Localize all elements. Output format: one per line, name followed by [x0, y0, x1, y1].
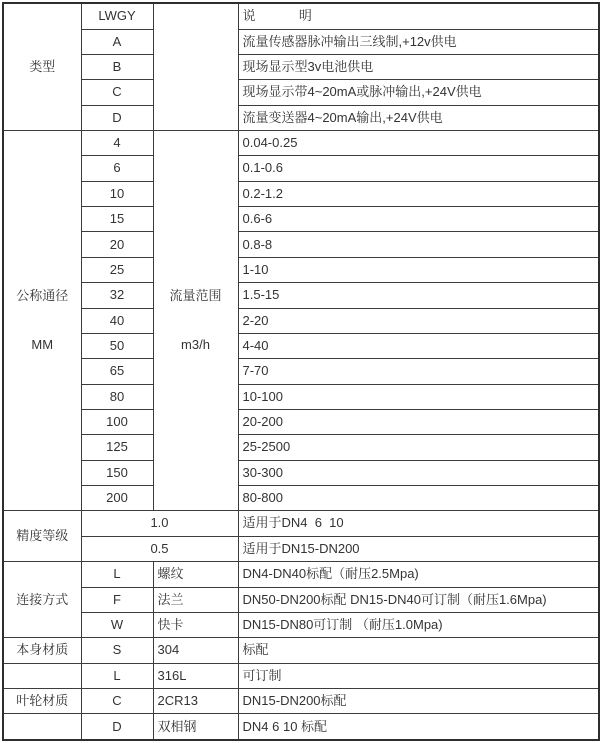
dn-cell: 65	[81, 359, 153, 384]
table-row	[3, 105, 599, 130]
table-row	[3, 587, 599, 612]
diameter-label-line2: MM	[31, 336, 54, 352]
material-name-cell: 316L	[153, 663, 238, 688]
dn-cell: 50	[81, 333, 153, 358]
connection-code-cell: F	[81, 587, 153, 612]
range-cell: 2-20	[238, 308, 599, 333]
range-cell: 4-40	[238, 333, 599, 358]
accuracy-desc-cell: 适用于DN4 6 10	[238, 511, 599, 536]
table-row	[3, 29, 599, 54]
range-cell: 0.6-6	[238, 207, 599, 232]
dn-cell: 150	[81, 460, 153, 485]
type-section-empty-cell	[153, 3, 238, 131]
diameter-section-label	[3, 131, 81, 511]
diameter-label-line1: 公称通径	[16, 288, 69, 304]
dn-cell: 100	[81, 409, 153, 434]
table-row	[3, 486, 599, 511]
range-cell: 0.8-8	[238, 232, 599, 257]
material-name-cell: 2CR13	[153, 688, 238, 713]
accuracy-value-cell: 0.5	[81, 536, 238, 561]
table-row	[3, 714, 599, 740]
material-empty-label	[3, 714, 81, 740]
table-row	[3, 409, 599, 434]
connection-desc-cell: DN4-DN40标配（耐压2.5Mpa)	[238, 562, 599, 587]
type-code-cell: D	[81, 105, 153, 130]
connection-name-cell: 螺纹	[153, 562, 238, 587]
type-section-label: 类型	[3, 3, 81, 131]
flow-range-line1: 流量范围	[169, 288, 222, 304]
table-row	[3, 511, 599, 536]
range-cell: 0.2-1.2	[238, 181, 599, 206]
dn-cell: 4	[81, 131, 153, 156]
dn-cell: 80	[81, 384, 153, 409]
connection-name-cell: 法兰	[153, 587, 238, 612]
table-row	[3, 536, 599, 561]
table-row	[3, 562, 599, 587]
table-row	[3, 156, 599, 181]
connection-code-cell: W	[81, 612, 153, 637]
table-row	[3, 333, 599, 358]
dn-cell: 25	[81, 257, 153, 282]
table-row	[3, 460, 599, 485]
table-row	[3, 54, 599, 79]
table-row	[3, 131, 599, 156]
range-cell: 80-800	[238, 486, 599, 511]
connection-section-label: 连接方式	[3, 562, 81, 638]
table-row	[3, 663, 599, 688]
dn-cell: 6	[81, 156, 153, 181]
material-name-cell: 双相钢	[153, 714, 238, 740]
range-cell: 10-100	[238, 384, 599, 409]
type-desc-cell: 现场显示带4~20mA或脉冲输出,+24V供电	[238, 80, 599, 105]
body-material-label: 本身材质	[3, 638, 81, 663]
range-cell: 30-300	[238, 460, 599, 485]
impeller-material-label: 叶轮材质	[3, 688, 81, 713]
table-row	[3, 384, 599, 409]
type-desc-cell: 现场显示型3v电池供电	[238, 54, 599, 79]
table-row	[3, 308, 599, 333]
table-row	[3, 638, 599, 663]
material-desc-cell: 标配	[238, 638, 599, 663]
dn-cell: 20	[81, 232, 153, 257]
material-desc-cell: DN4 6 10 标配	[238, 714, 599, 740]
table-row	[3, 435, 599, 460]
description-header: 说 明	[238, 3, 599, 29]
type-code-cell: C	[81, 80, 153, 105]
accuracy-desc-cell: 适用于DN15-DN200	[238, 536, 599, 561]
table-row	[3, 688, 599, 713]
dn-cell: 200	[81, 486, 153, 511]
range-cell: 1-10	[238, 257, 599, 282]
range-cell: 25-2500	[238, 435, 599, 460]
table-row	[3, 80, 599, 105]
model-code-header: LWGY	[81, 3, 153, 29]
material-empty-label	[3, 663, 81, 688]
flowmeter-spec-table	[2, 2, 600, 741]
dn-cell: 32	[81, 283, 153, 308]
dn-cell: 125	[81, 435, 153, 460]
flow-range-header	[153, 131, 238, 511]
type-code-cell: B	[81, 54, 153, 79]
table-row	[3, 257, 599, 282]
material-desc-cell: DN15-DN200标配	[238, 688, 599, 713]
connection-name-cell: 快卡	[153, 612, 238, 637]
table-row	[3, 612, 599, 637]
type-code-cell: A	[81, 29, 153, 54]
range-cell: 20-200	[238, 409, 599, 434]
dn-cell: 10	[81, 181, 153, 206]
connection-code-cell: L	[81, 562, 153, 587]
table-row	[3, 359, 599, 384]
material-code-cell: S	[81, 638, 153, 663]
dn-cell: 40	[81, 308, 153, 333]
range-cell: 0.04-0.25	[238, 131, 599, 156]
connection-desc-cell: DN50-DN200标配 DN15-DN40可订制（耐压1.6Mpa)	[238, 587, 599, 612]
range-cell: 7-70	[238, 359, 599, 384]
material-desc-cell: 可订制	[238, 663, 599, 688]
accuracy-value-cell: 1.0	[81, 511, 238, 536]
table-row	[3, 207, 599, 232]
table-row	[3, 283, 599, 308]
material-name-cell: 304	[153, 638, 238, 663]
connection-desc-cell: DN15-DN80可订制 （耐压1.0Mpa)	[238, 612, 599, 637]
type-desc-cell: 流量变送器4~20mA输出,+24V供电	[238, 105, 599, 130]
material-code-cell: C	[81, 688, 153, 713]
type-desc-cell: 流量传感器脉冲输出三线制,+12v供电	[238, 29, 599, 54]
dn-cell: 15	[81, 207, 153, 232]
accuracy-section-label: 精度等级	[3, 511, 81, 562]
material-code-cell: D	[81, 714, 153, 740]
range-cell: 0.1-0.6	[238, 156, 599, 181]
table-row	[3, 181, 599, 206]
material-code-cell: L	[81, 663, 153, 688]
range-cell: 1.5-15	[238, 283, 599, 308]
flow-range-line2: m3/h	[181, 336, 210, 352]
table-row	[3, 3, 599, 29]
table-row	[3, 232, 599, 257]
